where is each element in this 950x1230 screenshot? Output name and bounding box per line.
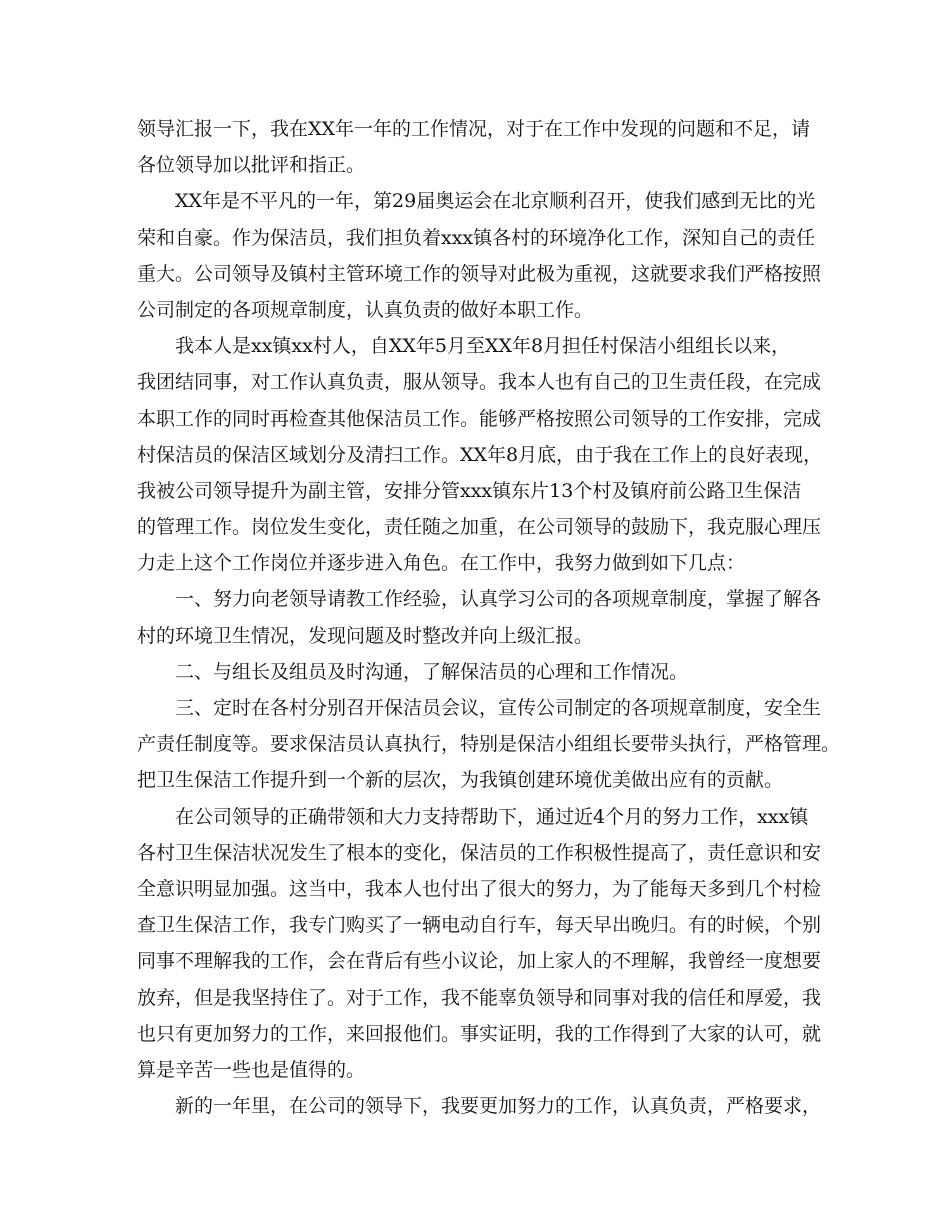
text-line: 三、定时在各村分别召开保洁员会议，宣传公司制定的各项规章制度，安全生 (175, 697, 822, 719)
text-line: 二、与组长及组员及时沟通，了解保洁员的心理和工作情况。 (175, 660, 689, 683)
text-line: 在公司领导的正确带领和大力支持帮助下，通过近4个月的努力工作，xxx镇 (175, 805, 809, 828)
text-line: 力走上这个工作岗位并逐步进入角色。在工作中，我努力做到如下几点： (137, 552, 746, 575)
text-line: 各位领导加以批评和指正。 (137, 154, 366, 177)
text-line: 领导汇报一下，我在XX年一年的工作情况，对于在工作中发现的问题和不足，请 (137, 118, 811, 140)
text-line: XX年是不平凡的一年，第29届奥运会在北京顺利召开，使我们感到无比的光 (175, 190, 816, 213)
text-line: 放弃，但是我坚持住了。对于工作，我不能辜负领导和同事对我的信任和厚爱，我 (137, 986, 822, 1009)
text-line: 公司制定的各项规章制度，认真负责的做好本职工作。 (137, 298, 594, 321)
text-line: 把卫生保洁工作提升到一个新的层次，为我镇创建环境优美做出应有的贡献。 (137, 769, 784, 792)
text-line: 村保洁员的保洁区域划分及清扫工作。XX年8月底，由于我在工作上的良好表现， (137, 443, 823, 466)
text-line: 查卫生保洁工作，我专门购买了一辆电动自行车，每天早出晚归。有的时候，个别 (137, 914, 822, 937)
text-line: 产责任制度等。要求保洁员认真执行，特别是保洁小组组长要带头执行，严格管理。 (137, 733, 841, 756)
text-line: 一、努力向老领导请教工作经验，认真学习公司的各项规章制度，掌握了解各 (175, 588, 822, 611)
text-line: 也只有更加努力的工作，来回报他们。事实证明，我的工作得到了大家的认可，就 (137, 1022, 822, 1045)
text-line: 我本人是xx镇xx村人，自XX年5月至XX年8月担任村保洁小组组长以来， (175, 335, 791, 358)
document-body (137, 111, 841, 1124)
text-line: 村的环境卫生情况，发现问题及时整改并向上级汇报。 (137, 624, 594, 647)
text-line: 我被公司领导提升为副主管，安排分管xxx镇东片13个村及镇府前公路卫生保洁 (137, 479, 802, 502)
text-line: 的管理工作。岗位发生变化，责任随之加重，在公司领导的鼓励下，我克服心理压 (137, 516, 822, 539)
text-line: 算是辛苦一些也是值得的。 (137, 1058, 366, 1081)
text-line: 各村卫生保洁状况发生了根本的变化，保洁员的工作积极性提高了，责任意识和安 (137, 841, 822, 864)
text-line: 本职工作的同时再检查其他保洁员工作。能够严格按照公司领导的工作安排，完成 (137, 407, 822, 430)
text-line: 新的一年里，在公司的领导下，我要更加努力的工作，认真负责，严格要求， (175, 1095, 822, 1118)
text-line: 全意识明显加强。这当中，我本人也付出了很大的努力，为了能每天多到几个村检 (137, 877, 822, 900)
text-line: 同事不理解我的工作，会在背后有些小议论，加上家人的不理解，我曾经一度想要 (137, 950, 822, 973)
text-line: 我团结同事，对工作认真负责，服从领导。我本人也有自己的卫生责任段，在完成 (137, 371, 822, 394)
text-line: 重大。公司领导及镇村主管环境工作的领导对此极为重视，这就要求我们严格按照 (137, 262, 822, 285)
text-line: 荣和自豪。作为保洁员，我们担负着xxx镇各村的环境净化工作，深知自己的责任 (137, 226, 816, 249)
